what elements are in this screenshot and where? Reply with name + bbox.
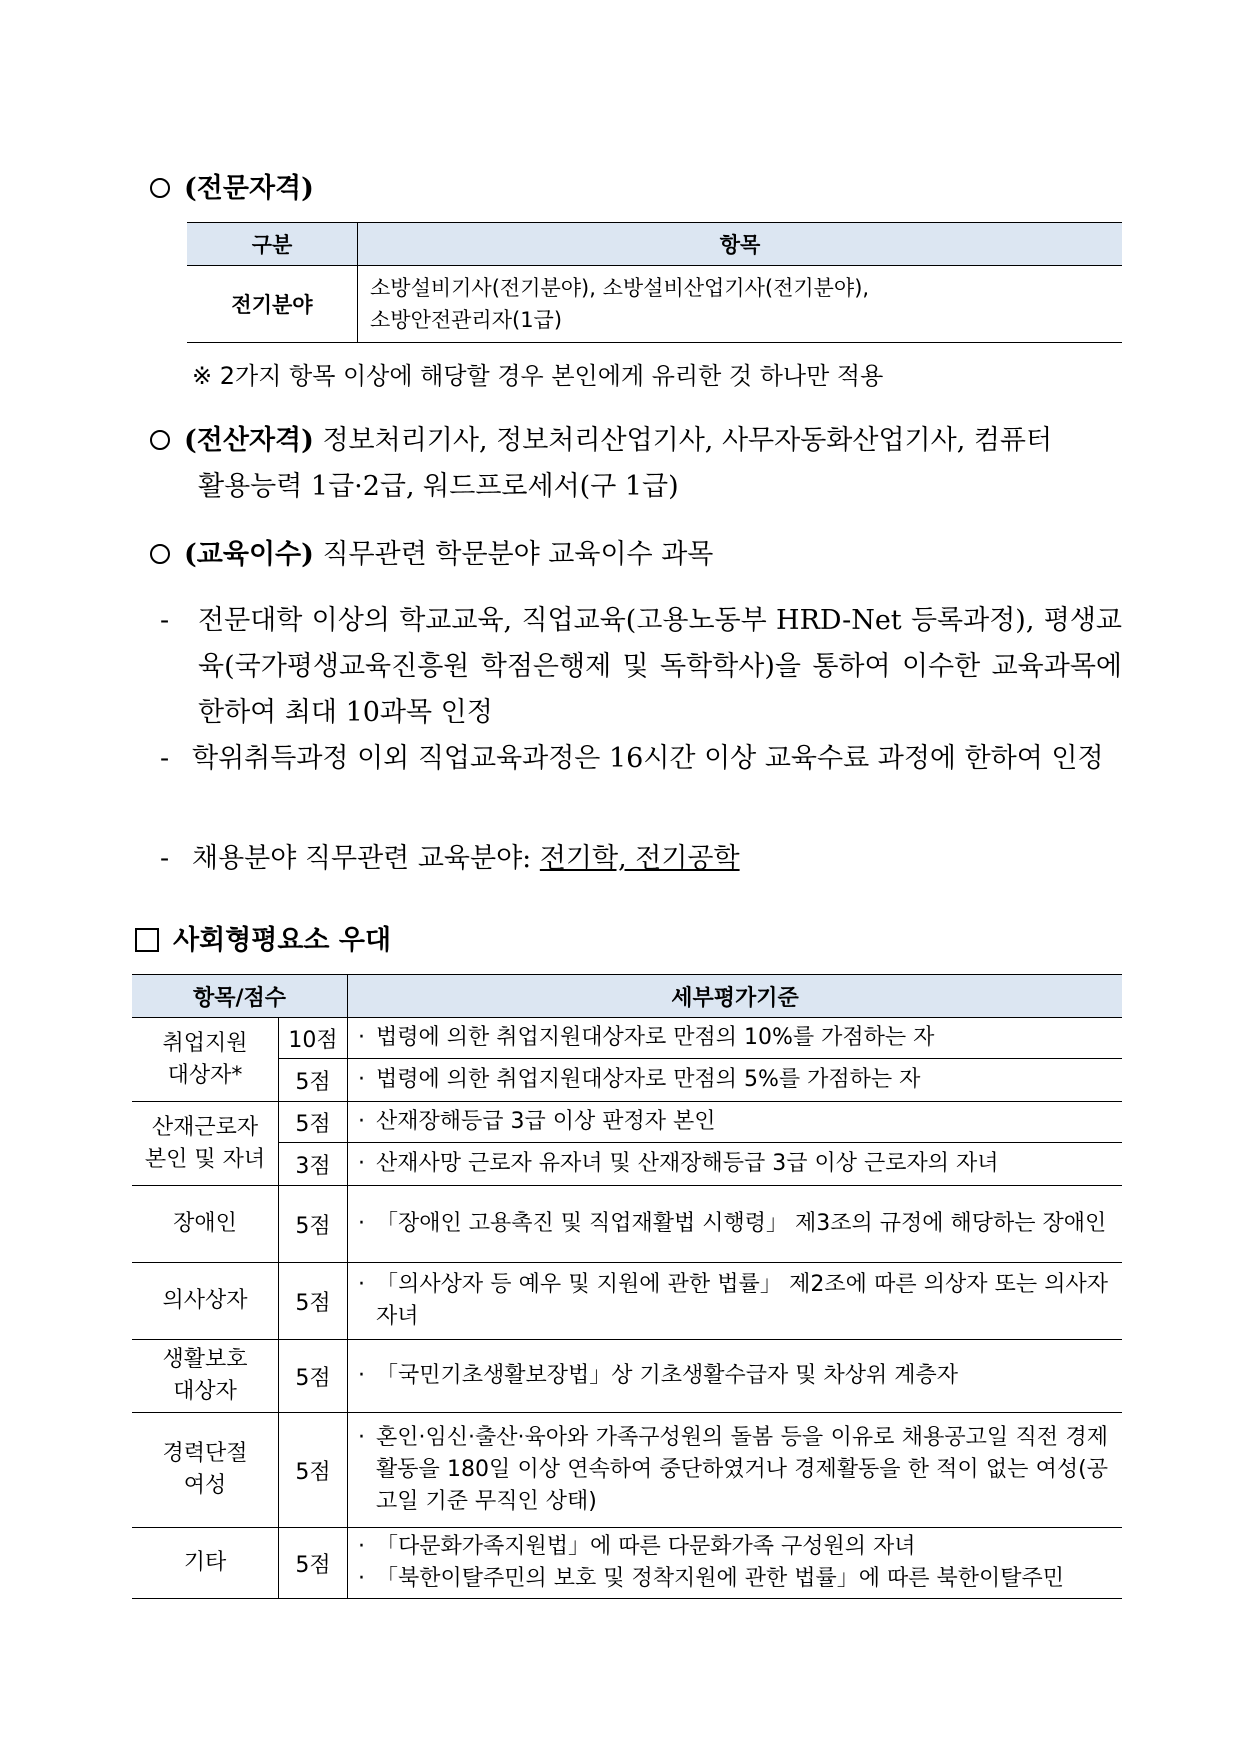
bullet-dot-icon: · [358,1109,365,1134]
table-row [132,1186,1122,1263]
items-line: 소방설비기사(전기분야), 소방설비산업기사(전기분야), [370,276,870,300]
bullet-dot-icon: · [358,1272,365,1297]
column-header-item-points: 항목/점수 [132,975,348,1018]
category-cell: 의사상자 [132,1263,279,1340]
column-header-items: 항목 [358,223,1123,266]
table-row [132,1263,1122,1340]
bullet-dot-icon: · [358,1425,365,1450]
social-equity-table [132,974,1122,1599]
bullet-dot-icon: · [358,1363,365,1388]
category-cell: 경력단절 여성 [132,1413,279,1528]
table-row [132,1143,1122,1186]
section-heading-professional-qualification: (전문자격) [150,166,314,205]
points-cell: 5점 [279,1413,348,1528]
list-item-text: 채용분야 직무관련 교육분야: [192,843,540,874]
dash-marker: - [160,743,170,774]
table-row [132,1528,1122,1599]
criteria-cell: · 법령에 의한 취업지원대상자로 만점의 10%를 가점하는 자 [348,1018,1123,1059]
professional-qualification-table [187,222,1122,343]
education-field-underlined: 전기학, 전기공학 [539,843,740,874]
paragraph-text: 정보처리기사, 정보처리산업기사, 사무자동화산업기사, 컴퓨터 [313,425,1053,456]
education-heading [150,532,1122,578]
table-header-row [132,975,1122,1018]
category-cell: 산재근로자 본인 및 자녀 [132,1102,279,1186]
table-row [132,1059,1122,1102]
criteria-cell: · 산재장해등급 3급 이상 판정자 본인 [348,1102,1123,1143]
category-cell: 취업지원 대상자* [132,1018,279,1102]
column-header-category: 구분 [187,223,358,266]
list-item-text: 전문대학 이상의 학교교육, 직업교육(고용노동부 HRD-Net 등록과정), 평생교육(국가평생교육진흥원 학점은행제 및 독학학사)을 통하여 이수한 교육과목에 한하여 최대 10과목 인정 [198,605,1122,728]
criteria-cell: · 혼인·임신·출산·육아와 가족구성원의 돌봄 등을 이유로 채용공고일 직전 경제활동을 180일 이상 연속하여 중단하였거나 경제활동을 한 적이 없는 여성(공고일 기준 무직인 상태) [348,1413,1123,1528]
list-item-text: 학위취득과정 이외 직업교육과정은 16시간 이상 교육수료 과정에 한하여 인정 [192,743,1104,774]
table-row [132,1340,1122,1413]
table-row [132,1413,1122,1528]
it-qualification-paragraph [150,418,1122,510]
criteria-cell: · 「다문화가족지원법」에 따른 다문화가족 구성원의 자녀 · 「북한이탈주민의 보호 및 정착지원에 관한 법률」에 따른 북한이탈주민 [348,1528,1123,1599]
criteria-cell: · 「장애인 고용촉진 및 직업재활법 시행령」 제3조의 규정에 해당하는 장애인 [348,1186,1123,1263]
dash-marker: - [160,605,170,636]
paragraph-text: 직무관련 학문분야 교육이수 과목 [313,539,714,570]
items-cell [358,266,1123,343]
points-cell: 5점 [279,1186,348,1263]
note-text: ※ 2가지 항목 이상에 해당할 경우 본인에게 유리한 것 하나만 적용 [192,362,884,390]
paragraph-text: 활용능력 1급·2급, 워드프로세서(구 1급) [198,471,679,502]
list-item [160,598,1122,736]
points-cell: 5점 [279,1528,348,1599]
points-cell: 5점 [279,1263,348,1340]
criteria-cell: · 「국민기초생활보장법」상 기초생활수급자 및 차상위 계층자 [348,1340,1123,1413]
category-cell: 장애인 [132,1186,279,1263]
category-cell: 기타 [132,1528,279,1599]
points-cell: 5점 [279,1340,348,1413]
items-line: 소방안전관리자(1급) [370,308,563,332]
section-label: (교육이수) [184,539,314,570]
bullet-dot-icon: · [358,1211,365,1236]
dash-marker: - [160,843,170,874]
points-cell: 3점 [279,1143,348,1186]
table-header-row [187,223,1122,266]
category-cell: 생활보호 대상자 [132,1340,279,1413]
table-row [132,1102,1122,1143]
list-item [160,836,1122,882]
circle-bullet-icon [150,178,170,198]
points-cell: 5점 [279,1102,348,1143]
table-row [132,1018,1122,1059]
column-header-criteria: 세부평가기준 [348,975,1123,1018]
criteria-cell: · 「의사상자 등 예우 및 지원에 관한 법률」 제2조에 따른 의상자 또는 의사자 자녀 [348,1263,1123,1340]
criteria-cell: · 산재사망 근로자 유자녀 및 산재장해등급 3급 이상 근로자의 자녀 [348,1143,1123,1186]
square-bullet-icon [135,928,159,952]
circle-bullet-icon [150,430,170,450]
criteria-cell: · 법령에 의한 취업지원대상자로 만점의 5%를 가점하는 자 [348,1059,1123,1102]
bullet-dot-icon: · [358,1566,365,1591]
circle-bullet-icon [150,544,170,564]
bullet-dot-icon: · [358,1025,365,1050]
category-cell: 전기분야 [187,266,358,343]
list-item [160,736,1122,782]
points-cell: 10점 [279,1018,348,1059]
bullet-dot-icon: · [358,1067,365,1092]
section-heading-social-equity: 사회형평요소 우대 [135,918,391,957]
bullet-dot-icon: · [358,1151,365,1176]
table-row [187,266,1122,343]
section-label: (전산자격) [184,425,314,456]
bullet-dot-icon: · [358,1534,365,1559]
points-cell: 5점 [279,1059,348,1102]
